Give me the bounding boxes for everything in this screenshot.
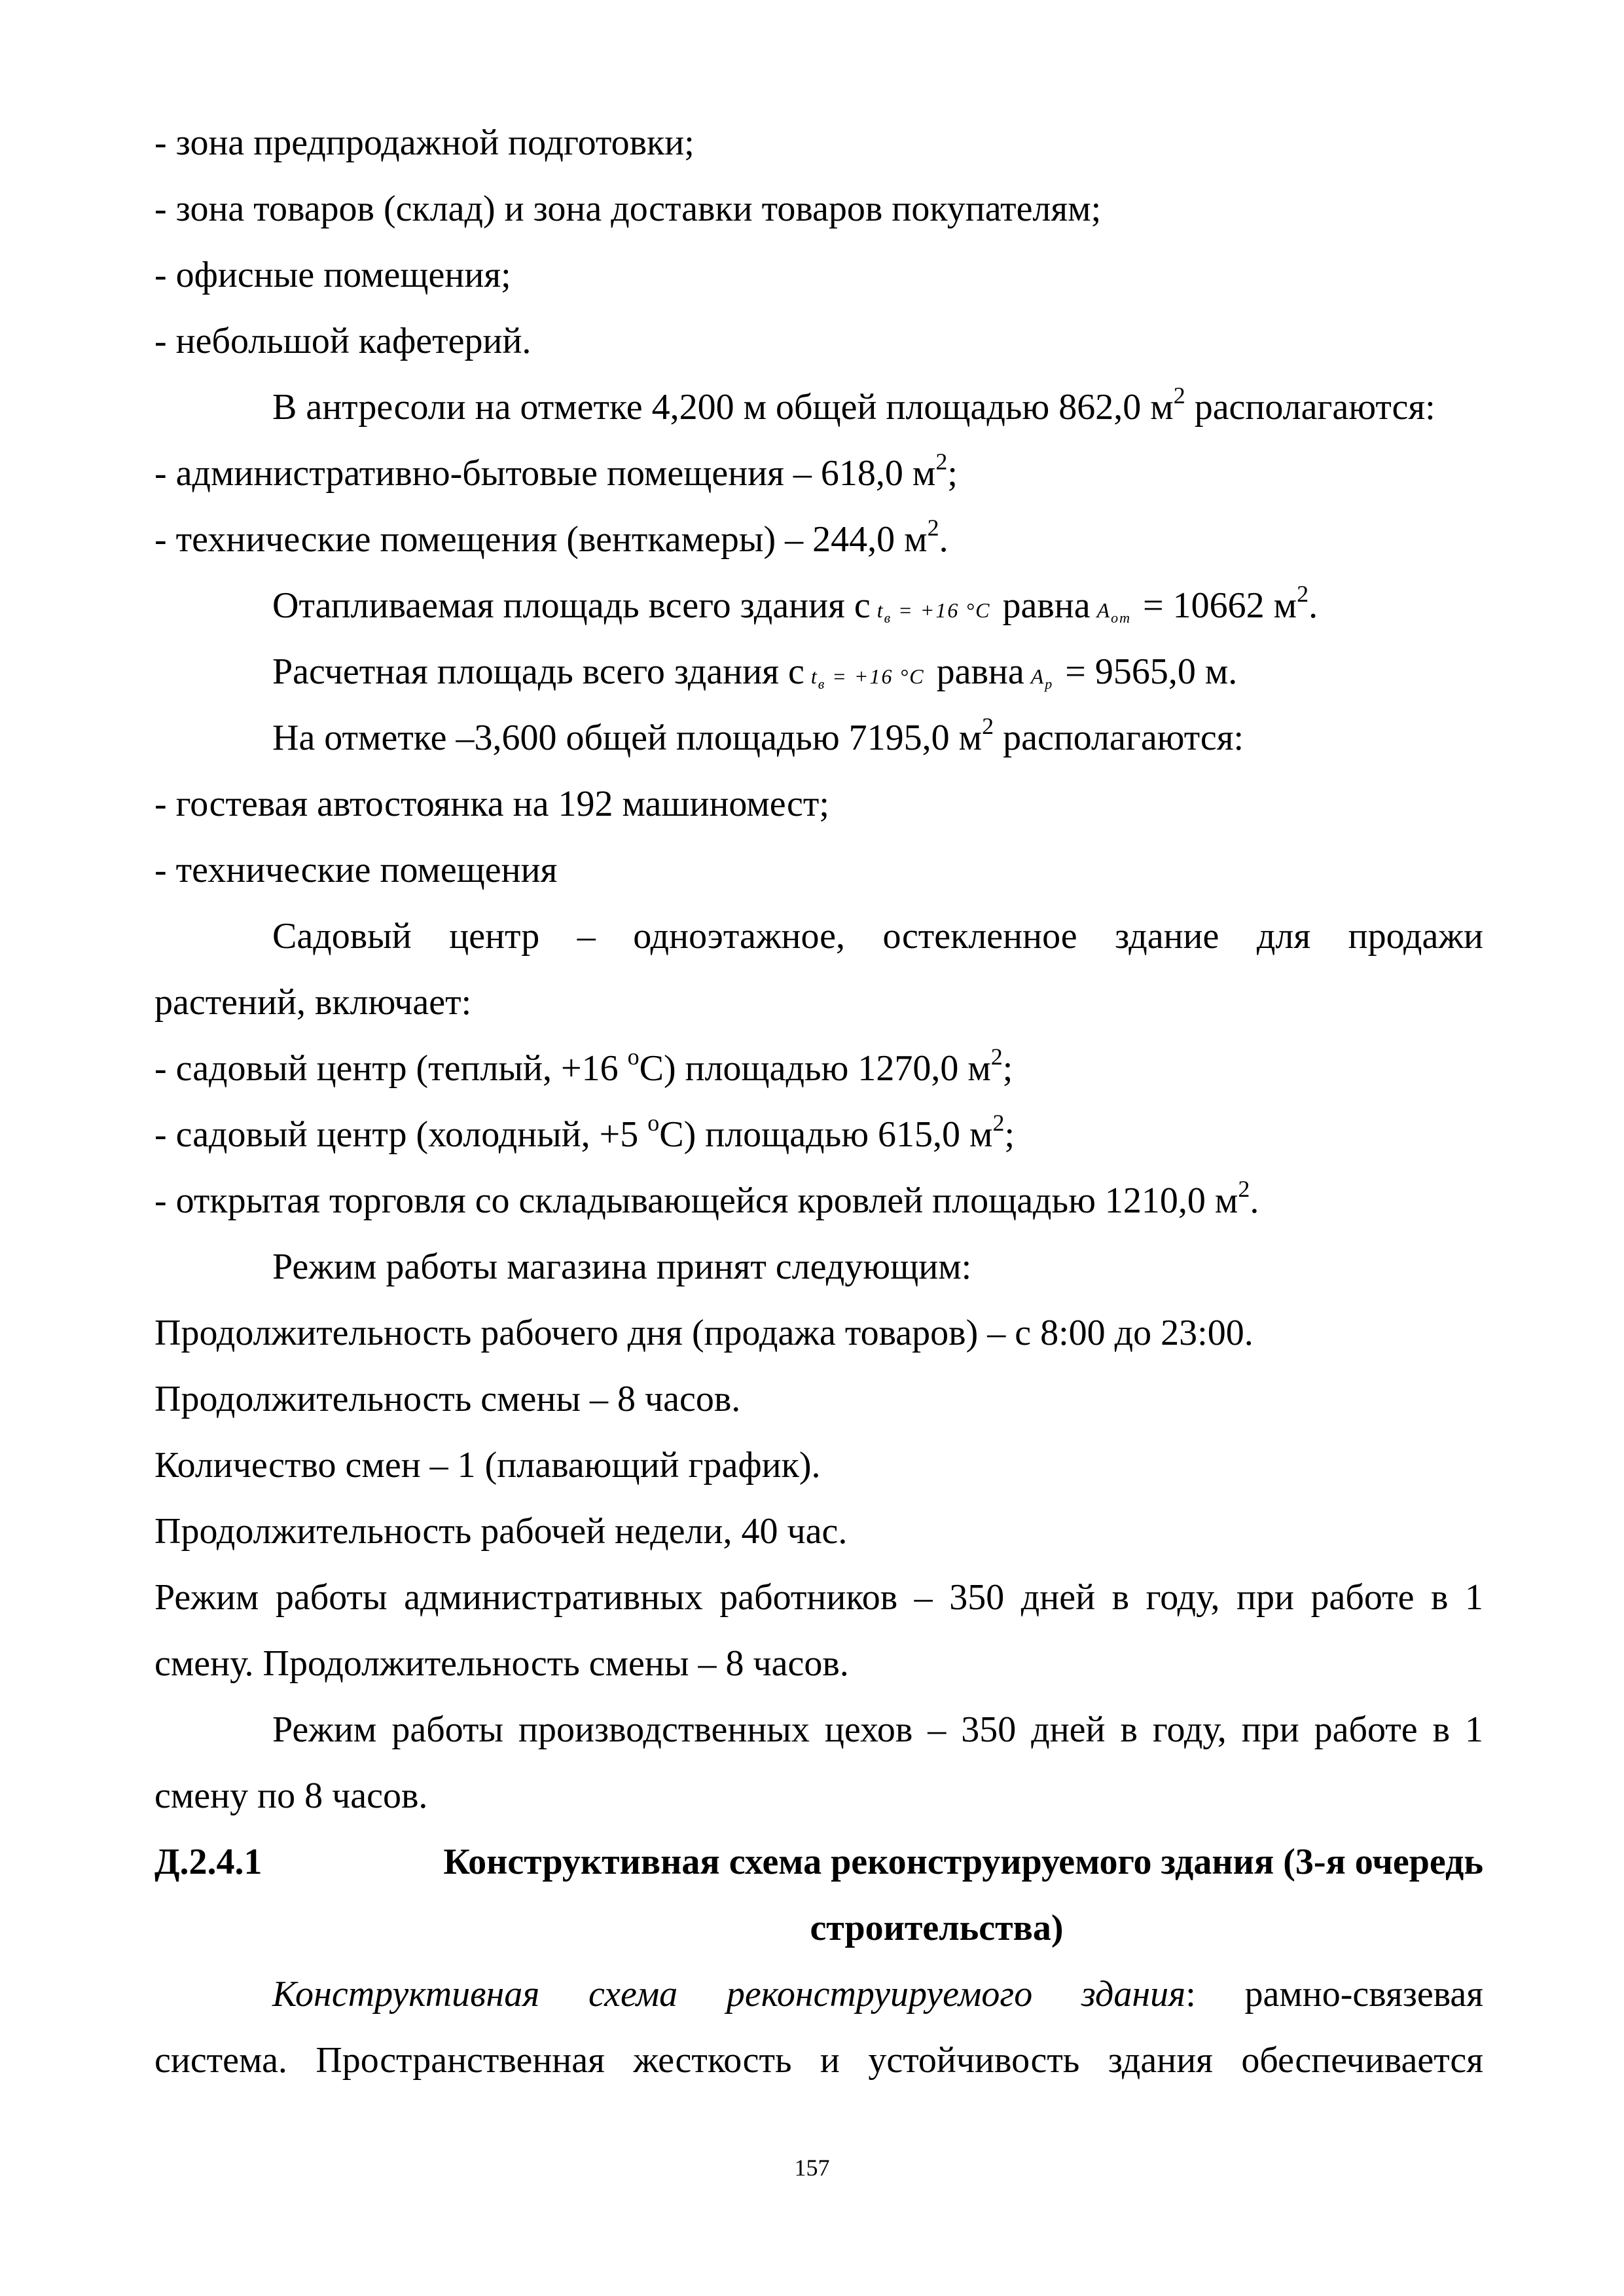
paragraph-line: Количество смен – 1 (плавающий график). <box>154 1445 821 1485</box>
paragraph-line: Продолжительность рабочего дня (продажа товаров) – с 8:00 до 23:00. <box>154 1313 1254 1353</box>
formula-area: $A_{от}$ <box>1096 598 1132 626</box>
list-item: - садовый центр (холодный, +5 $^o$C) площадью 615,0 $м^2$; <box>154 1110 1015 1155</box>
formula-temperature: $t_в = +16$ °C <box>810 665 925 692</box>
paragraph-line: Продолжительность смены – 8 часов. <box>154 1379 741 1419</box>
document-page <box>154 110 1483 2094</box>
section-heading <box>154 1829 1483 1895</box>
paragraph-line: Продолжительность рабочей недели, 40 час. <box>154 1511 848 1552</box>
section-title: Конструктивная схема реконструируемого здания (3-я очередь <box>443 1842 1483 1882</box>
paragraph-line: Режим работы производственных цехов – 350 дней в году, при работе в 1 <box>272 1709 1483 1750</box>
section-number: Д.2.4.1 <box>154 1842 262 1882</box>
paragraph-work-mode: Режим работы магазина принят следующим: <box>272 1247 972 1287</box>
list-item: - садовый центр (теплый, +16 $^o$C) площадью 1270,0 $м^2$; <box>154 1044 1013 1089</box>
paragraph-heated-area: Отапливаемая площадь всего здания с $t_в = +16$ °C равна $A_{от} = 10662$ $м^2$. <box>272 581 1318 626</box>
paragraph-line: растений, включает: <box>154 982 472 1023</box>
list-item: - открытая торговля со складывающейся кровлей площадью 1210,0 $м^2$. <box>154 1176 1259 1221</box>
paragraph-line: система. Пространственная жесткость и устойчивость здания обеспечивается <box>154 2040 1483 2081</box>
formula-area: $A_р$ <box>1030 665 1054 692</box>
list-item: - офисные помещения; <box>154 255 511 295</box>
formula-temperature: $t_в = +16$ °C <box>876 598 991 626</box>
paragraph-line: смену. Продолжительность смены – 8 часов. <box>154 1643 849 1684</box>
paragraph-garden-center: Садовый центр – одноэтажное, остекленное здание для продажи <box>272 916 1483 957</box>
list-item: - административно-бытовые помещения – 618,0 $м^2$; <box>154 448 958 494</box>
paragraph-structural-scheme: Конструктивная схема реконструируемого здания: рамно-связевая <box>272 1974 1484 2014</box>
list-item: - технические помещения <box>154 850 558 890</box>
paragraph-basement: На отметке –3,600 общей площадью 7195,0 $м^2$ располагаются: <box>272 713 1244 758</box>
page-number: 157 <box>794 2155 830 2181</box>
list-item: - гостевая автостоянка на 192 машиномест; <box>154 784 829 824</box>
paragraph-line: смену по 8 часов. <box>154 1776 428 1816</box>
list-item: - технические помещения (венткамеры) – 244,0 $м^2$. <box>154 515 948 560</box>
list-item: - зона предпродажной подготовки; <box>154 122 695 163</box>
paragraph-line: Режим работы административных работников – 350 дней в году, при работе в 1 <box>154 1577 1483 1618</box>
paragraph-mezzanine: В антресоли на отметке 4,200 м общей площадью 862,0 $м^2$ располагаются: <box>272 382 1435 428</box>
section-title-continued: строительства) <box>810 1908 1064 1948</box>
list-item: - зона товаров (склад) и зона доставки товаров покупателям; <box>154 189 1102 229</box>
list-item: - небольшой кафетерий. <box>154 321 532 361</box>
paragraph-calculated-area: Расчетная площадь всего здания с $t_в = +16$ °C равна $A_р = 9565,0$ м. <box>272 651 1238 692</box>
